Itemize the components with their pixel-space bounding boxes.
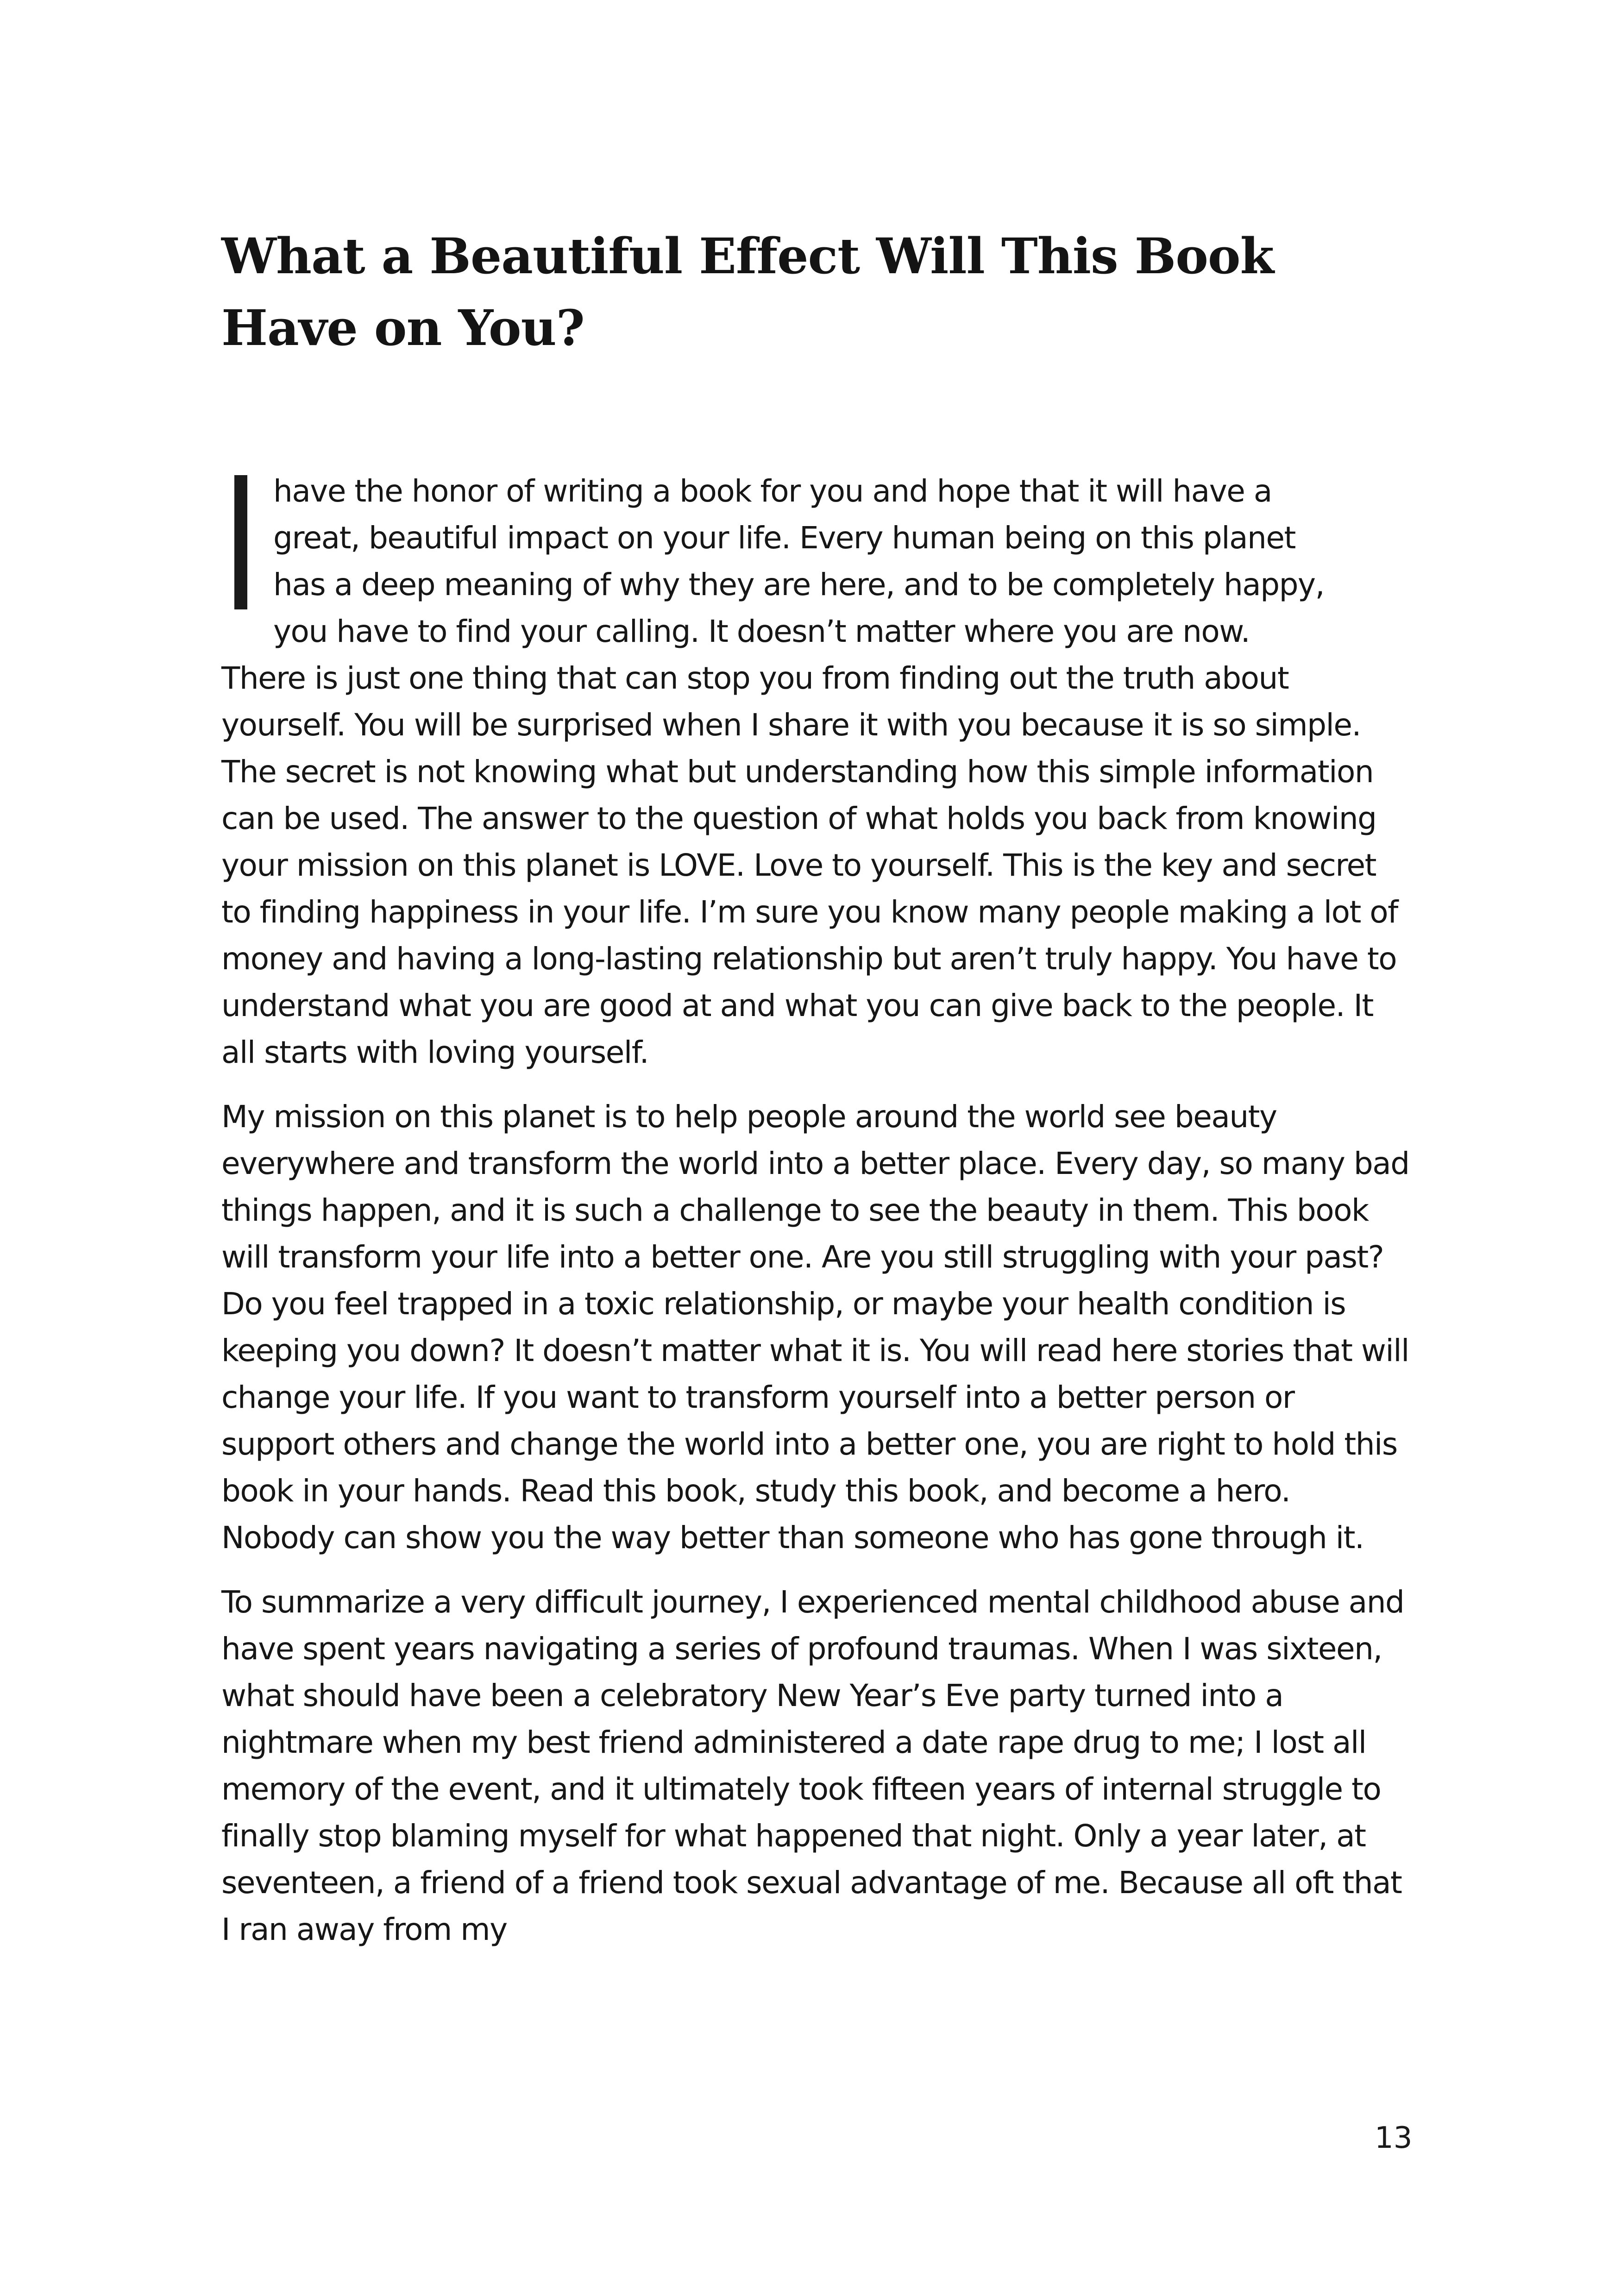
paragraph-1-rest: There is just one thing that can stop you from finding out the truth about yourself. You will be surprised when I share it with you because it is so simple. The secret is not knowing what but understanding how this simple information can be used. The answer to the question of what holds you back from knowing your mission on this planet is LOVE. Love to yourself. This is the key and secret to finding happiness in your life. I’m sure you know many people making a lot of money and having a long-lasting relationship but aren’t truly happy. You have to understand what you are good at and what you can give back to the people. It all starts with loving yourself.	[221, 660, 1398, 1070]
chapter-title: What a Beautiful Effect Will This Book Have on You?	[221, 227, 1274, 357]
indented-line-4: you have to find your calling. It doesn’t matter where you are now.	[273, 614, 1250, 649]
indented-line-3: has a deep meaning of why they are here, and to be completely happy,	[273, 567, 1325, 602]
page-number: 13	[1375, 2121, 1413, 2155]
paragraph-2: My mission on this planet is to help people around the world see beauty everywhere and transform the world into a better place. Every day, so many bad things happen, and it is such a challenge to see the beauty in them. This book will transform your life into a better one. Are you still struggling with your past? Do you feel trapped in a toxic relationship, or maybe your health condition is keeping you down? It doesn’t matter what it is. You will read here stories that will change your life. If you want to transform yourself into a better person or support others and change the world into a better one, you are right to hold this book in your hands. Read this book, study this book, and become a hero. Nobody can show you the way better than someone who has gone through it.	[221, 1099, 1409, 1556]
drop-cap-letter	[234, 475, 247, 609]
indented-line-2: great, beautiful impact on your life. Every human being on this planet	[273, 520, 1295, 556]
body-text	[221, 468, 1412, 1970]
indented-line-1: have the honor of writing a book for you and hope that it will have a	[273, 473, 1272, 509]
paragraph-3: To summarize a very difficult journey, I experienced mental childhood abuse and have spent years navigating a series of profound traumas. When I was sixteen, what should have been a celebratory New Year’s Eve party turned into a nightmare when my best friend administered a date rape drug to me; I lost all memory of the event, and it ultimately took fifteen years of internal struggle to finally stop blaming myself for what happened that night. Only a year later, at seventeen, a friend of a friend took sexual advantage of me. Because all oft that I ran away from my	[221, 1584, 1404, 1947]
paragraph-1	[221, 468, 1412, 1076]
